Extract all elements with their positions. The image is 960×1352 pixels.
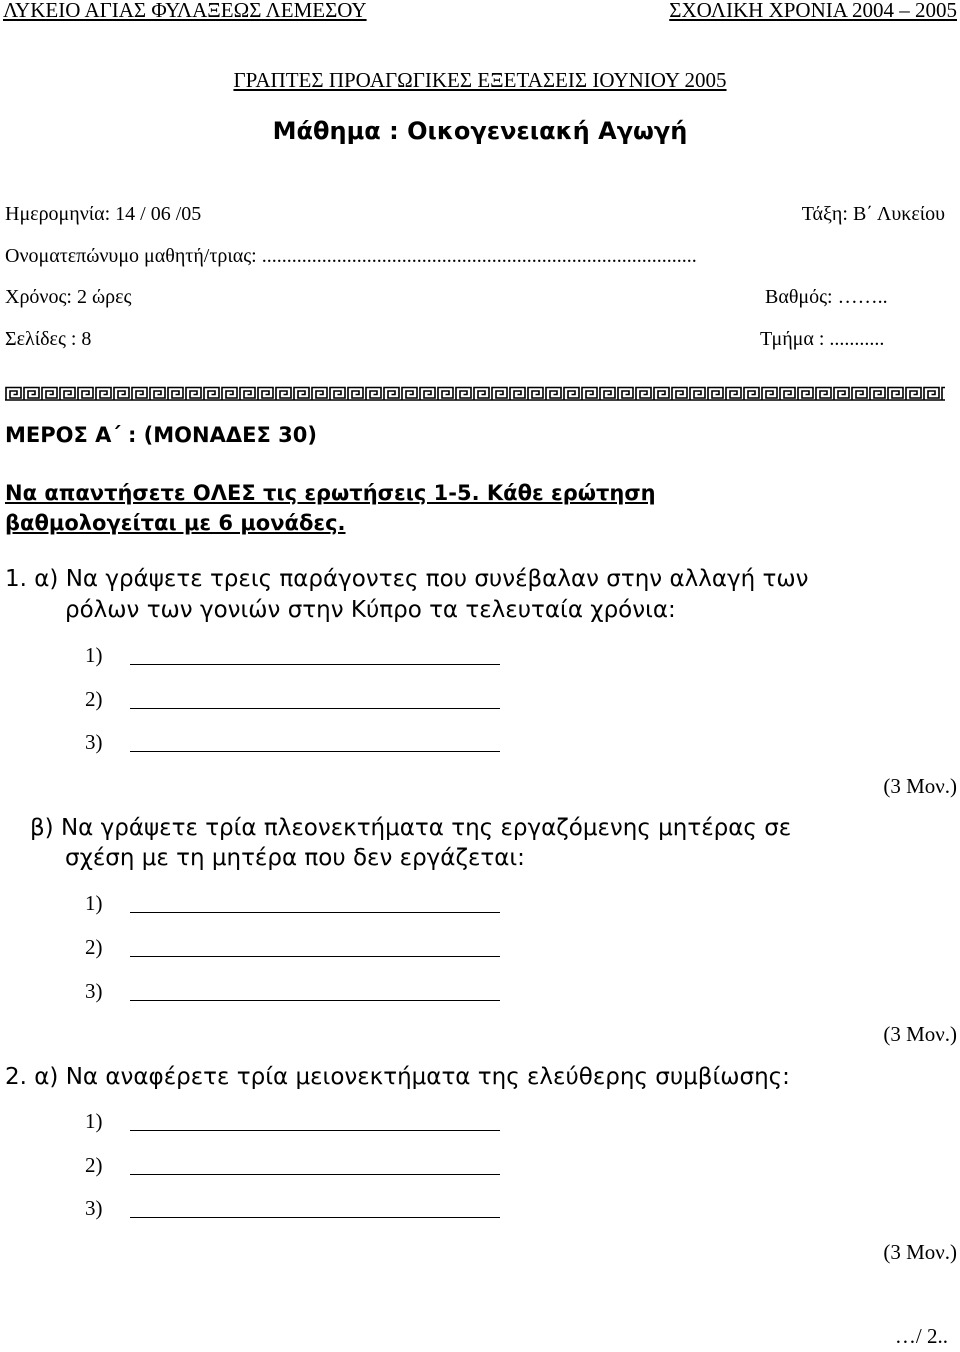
greek-key-border xyxy=(5,386,945,401)
answer-line[interactable] xyxy=(130,1130,500,1131)
answer-number: 3) xyxy=(85,979,103,1003)
student-name-field[interactable]: Ονοματεπώνυμο μαθητή/τριας: ....................................................................................... xyxy=(5,245,697,267)
subject-title: Μάθημα : Οικογενειακή Αγωγή xyxy=(272,117,688,145)
answer-number: 3) xyxy=(85,730,103,754)
answer-number: 2) xyxy=(85,687,103,711)
answer-number: 2) xyxy=(85,1153,103,1177)
exam-title: ΓΡΑΠΤΕΣ ΠΡΟΑΓΩΓΙΚΕΣ ΕΞΕΤΑΣΕΙΣ ΙΟΥΝΙΟΥ 2005 xyxy=(233,68,727,92)
question-2a-marks: (3 Μον.) xyxy=(883,1240,957,1264)
part-heading: ΜΕΡΟΣ Α΄ : (ΜΟΝΑΔΕΣ 30) xyxy=(5,423,317,447)
school-year: ΣΧΟΛΙΚΗ ΧΡΟΝΙΑ 2004 – 2005 xyxy=(669,0,957,22)
question-1a-marks: (3 Μον.) xyxy=(883,774,957,798)
answer-line[interactable] xyxy=(130,1000,500,1001)
question-1b-text-cont: σχέση με τη μητέρα που δεν εργάζεται: xyxy=(65,845,525,871)
school-name: ΛΥΚΕΙΟ ΑΓΙΑΣ ΦΥΛΑΞΕΩΣ ΛΕΜΕΣΟΥ xyxy=(3,0,367,22)
question-2a-text: 2. α) Να αναφέρετε τρία μειονεκτήματα της ελεύθερης συμβίωσης: xyxy=(5,1064,790,1090)
answer-line[interactable] xyxy=(130,912,500,913)
answer-number: 2) xyxy=(85,935,103,959)
class-label: Τάξη: Β΄ Λυκείου xyxy=(801,203,945,225)
instructions-line-2: βαθμολογείται με 6 μονάδες. xyxy=(5,511,346,535)
question-1b-marks: (3 Μον.) xyxy=(883,1022,957,1046)
answer-line[interactable] xyxy=(130,708,500,709)
answer-number: 1) xyxy=(85,1109,103,1133)
exam-duration: Χρόνος: 2 ώρες xyxy=(5,286,132,308)
question-1b-text: β) Να γράψετε τρία πλεονεκτήματα της εργαζόμενης μητέρας σε xyxy=(30,815,792,841)
answer-number: 3) xyxy=(85,1196,103,1220)
question-1a-text-cont: ρόλων των γονιών στην Κύπρο τα τελευταία χρόνια: xyxy=(65,597,676,623)
grade-field[interactable]: Βαθμός: …….. xyxy=(765,286,888,308)
answer-line[interactable] xyxy=(130,956,500,957)
answer-line[interactable] xyxy=(130,1174,500,1175)
section-field[interactable]: Τμήμα : ........... xyxy=(760,328,885,350)
answer-line[interactable] xyxy=(130,664,500,665)
answer-line[interactable] xyxy=(130,1217,500,1218)
answer-line[interactable] xyxy=(130,751,500,752)
question-1a-text: 1. α) Να γράψετε τρεις παράγοντες που συνέβαλαν στην αλλαγή των xyxy=(5,566,809,592)
instructions-line-1: Να απαντήσετε ΟΛΕΣ τις ερωτήσεις 1-5. Κάθε ερώτηση xyxy=(5,481,656,505)
answer-number: 1) xyxy=(85,643,103,667)
exam-date: Ημερομηνία: 14 / 06 /05 xyxy=(5,203,202,225)
page-count: Σελίδες : 8 xyxy=(5,328,92,350)
answer-number: 1) xyxy=(85,891,103,915)
page-indicator: …/ 2.. xyxy=(894,1324,948,1348)
